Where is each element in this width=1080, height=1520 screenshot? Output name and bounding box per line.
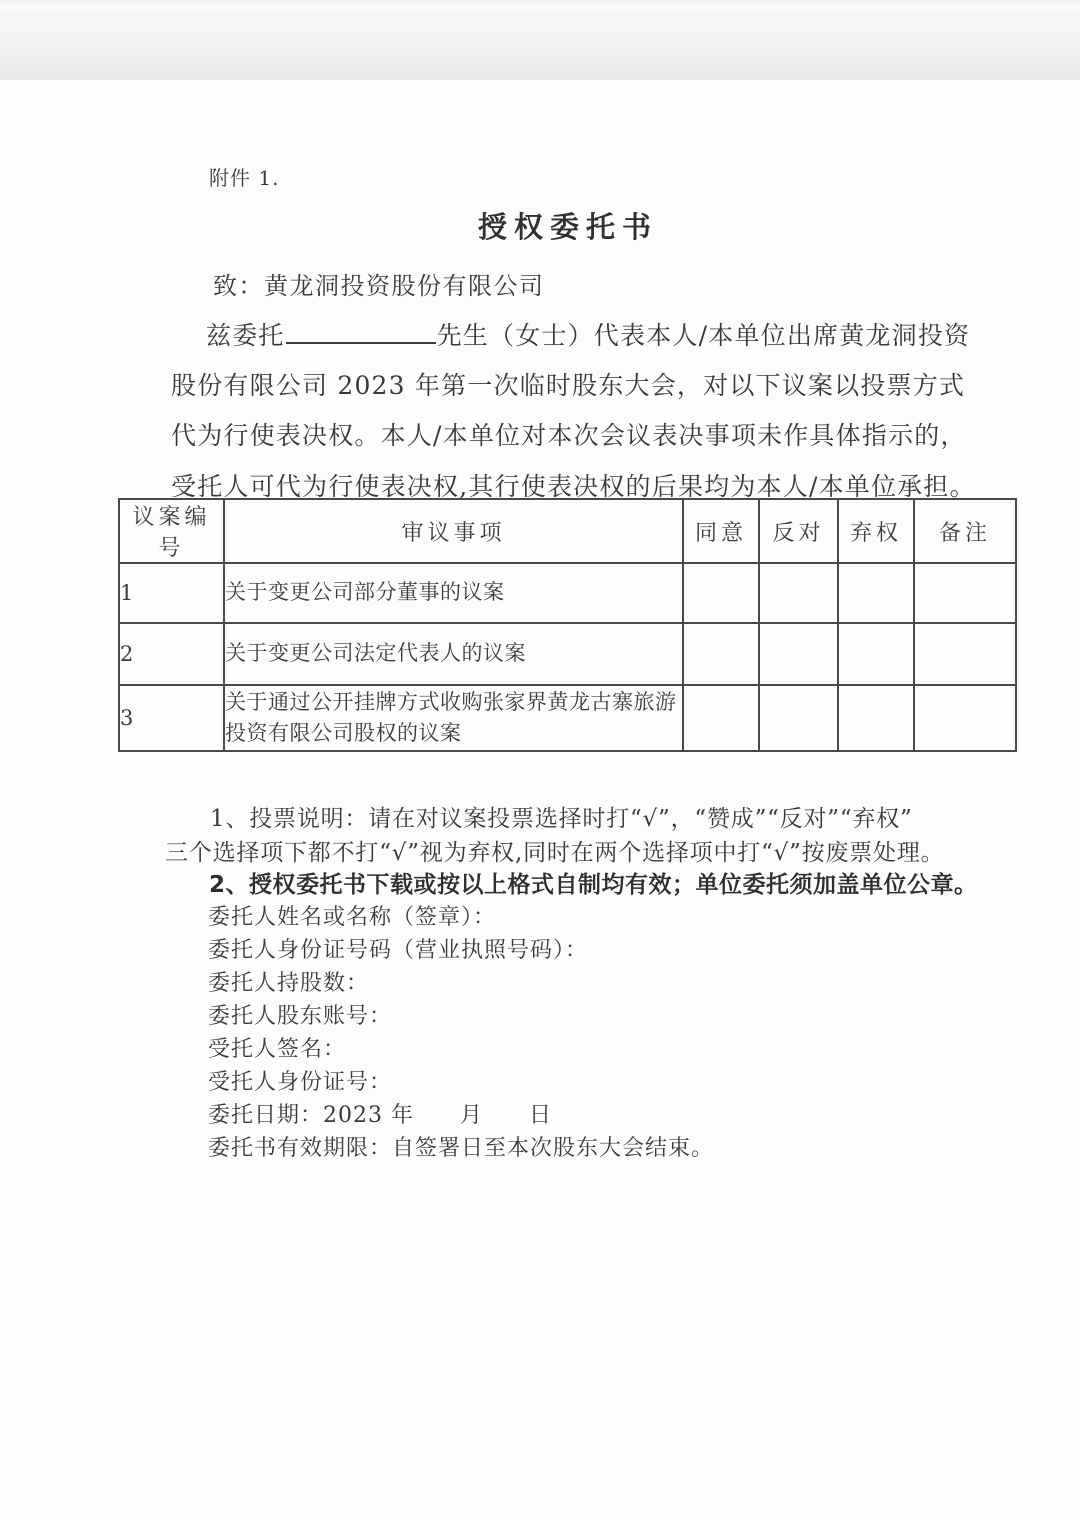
remark-cell [914,685,1016,751]
proposal-row [119,685,1016,751]
proposal-no-cell: 3 [119,685,224,751]
field-validity-period: 委托书有效期限：自签署日至本次股东大会结束。 [208,1136,715,1161]
abstain-vote-cell [838,685,914,751]
remark-cell [914,623,1016,685]
col-header-proposal-no: 议案编号 [119,499,224,563]
col-header-abstain: 弃权 [838,499,914,563]
agree-vote-cell [683,623,759,685]
field-trustee-signature: 受托人签名： [208,1037,347,1062]
note-voting-instruction-line2: 三个选择项下都不打“√”视为弃权,同时在两个选择项中打“√”按废票处理。 [165,840,945,866]
attachment-label: 附件 1. [209,166,280,190]
col-header-agree: 同意 [683,499,759,563]
proposal-row [119,623,1016,685]
abstain-vote-cell [838,623,914,685]
col-header-item: 审议事项 [224,499,683,563]
proposal-item-cell: 关于通过公开挂牌方式收购张家界黄龙古寨旅游投资有限公司股权的议案 [224,685,683,751]
vote-table [118,498,1017,752]
remark-cell [914,563,1016,623]
scan-bottom-shade [0,0,1080,80]
agree-vote-cell [683,685,759,751]
body-line-2: 股份有限公司 2023 年第一次临时股东大会，对以下议案以投票方式 [171,371,966,400]
note-voting-instruction-line1: 1、投票说明：请在对议案投票选择时打“√”，“赞成”“反对”“弃权” [210,806,913,832]
field-trustee-id-number: 受托人身份证号： [208,1070,393,1095]
body-line-1-suffix: 先生（女士）代表本人/本单位出席黄龙洞投资 [436,321,971,350]
proposal-row [119,563,1016,623]
abstain-vote-cell [838,563,914,623]
agree-vote-cell [683,563,759,623]
proposal-item-cell: 关于变更公司法定代表人的议案 [224,623,683,685]
proposal-no-cell: 1 [119,563,224,623]
trustee-name-blank [286,340,436,344]
col-header-remark: 备注 [914,499,1016,563]
vote-table-header-row [119,499,1016,563]
body-line-3: 代为行使表决权。本人/本单位对本次会议表决事项未作具体指示的， [171,421,967,450]
against-vote-cell [759,563,838,623]
against-vote-cell [759,623,838,685]
proposal-item-cell: 关于变更公司部分董事的议案 [224,563,683,623]
note-format-validity: 2、授权委托书下载或按以上格式自制均有效；单位委托须加盖单位公章。 [209,872,978,898]
document-title: 授权委托书 [478,210,659,244]
against-vote-cell [759,685,838,751]
scan-seam-band [0,0,1080,16]
body-line-1 [206,316,970,352]
field-authorization-date: 委托日期：2023 年 月 日 [208,1103,552,1128]
field-principal-name: 委托人姓名或名称（签章）： [208,905,497,930]
field-principal-account: 委托人股东账号： [208,1004,393,1029]
col-header-against: 反对 [759,499,838,563]
proposal-no-cell: 2 [119,623,224,685]
field-principal-id-number: 委托人身份证号码（营业执照号码）： [208,938,589,963]
field-principal-shares: 委托人持股数： [208,971,370,996]
body-line-1-prefix: 兹委托 [206,321,285,350]
form-fields [208,901,714,1165]
addressee-line: 致：黄龙洞投资股份有限公司 [213,272,545,300]
body-line-4: 受托人可代为行使表决权,其行使表决权的后果均为本人/本单位承担。 [171,472,976,501]
